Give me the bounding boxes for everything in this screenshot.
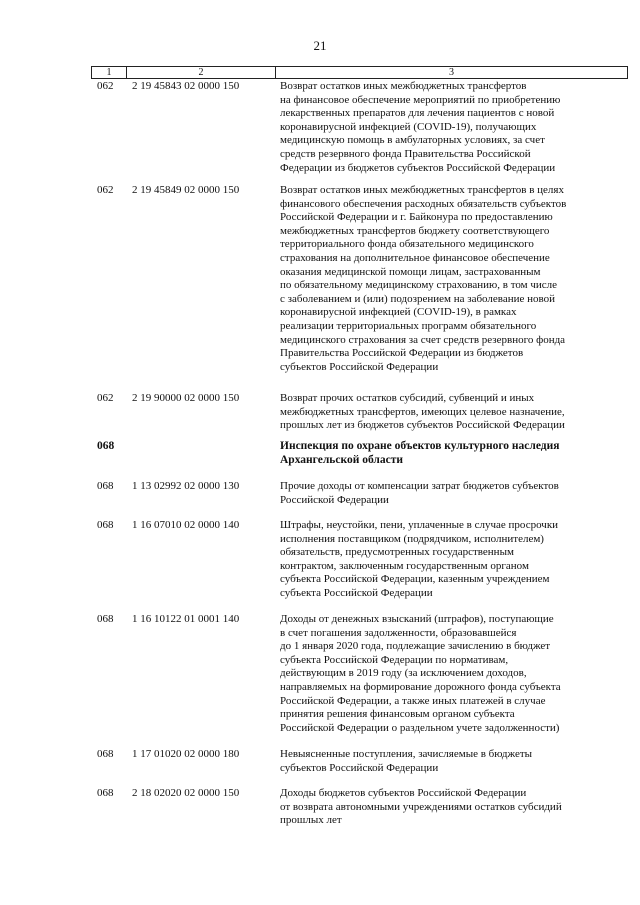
- income-name-line: лекарственных препаратов для лечения пациентов с новой: [280, 107, 555, 120]
- income-name-line: Штрафы, неустойки, пени, уплаченные в случае просрочки: [280, 519, 559, 531]
- income-name-line: от возврата автономными учреждениями остатков субсидий: [280, 800, 562, 813]
- column-header-1: 1: [92, 67, 127, 79]
- table-row: [0, 748, 640, 787]
- income-name: [280, 613, 630, 735]
- income-code: 2 19 45849 02 0000 150: [132, 184, 240, 196]
- income-name-line: Архангельской области: [280, 453, 404, 466]
- admin-code: 068: [97, 787, 114, 799]
- income-name-line: с заболеванием и (или) подозрением на заболевание новой: [280, 292, 556, 305]
- admin-code: 062: [97, 392, 114, 404]
- income-name-line: Возврат остатков иных межбюджетных трансфертов в целях: [280, 184, 564, 196]
- income-code: 2 19 45843 02 0000 150: [132, 80, 240, 92]
- income-name-line: Российской Федерации и г. Байконура по предоставлению: [280, 211, 553, 224]
- income-name: [280, 184, 630, 374]
- admin-code: 068: [97, 440, 115, 452]
- income-name-line: до 1 января 2020 года, подлежащие зачислению в бюджет: [280, 640, 551, 653]
- income-name-line: Доходы от денежных взысканий (штрафов), поступающие: [280, 613, 554, 625]
- income-name-line: на финансовое обеспечение мероприятий по приобретению: [280, 93, 561, 106]
- income-name-line: средств резервного фонда Правительства Российской: [280, 147, 531, 160]
- income-name-line: субъекта Российской Федерации: [280, 586, 433, 599]
- income-name-line: исполнения поставщиком (подрядчиком, исполнителем): [280, 532, 544, 545]
- table-row: [0, 80, 640, 184]
- income-name-line: действующим в 2019 году (за исключением доходов,: [280, 667, 527, 680]
- income-name-line: Российской Федерации: [280, 493, 389, 506]
- income-name-line: Невыясненные поступления, зачисляемые в бюджеты: [280, 748, 533, 760]
- income-code: 1 16 10122 01 0001 140: [132, 613, 240, 625]
- income-code: 1 16 07010 02 0000 140: [132, 519, 240, 531]
- income-code: 1 13 02992 02 0000 130: [132, 480, 240, 492]
- income-code: 2 19 90000 02 0000 150: [132, 392, 240, 404]
- income-name-line: субъектов Российской Федерации: [280, 360, 439, 373]
- column-header-3: 3: [276, 67, 628, 79]
- income-name-line: реализации территориальных программ обязательного: [280, 319, 537, 332]
- income-name-line: Федерации из бюджетов субъектов Российской Федерации: [280, 161, 556, 174]
- income-name-line: Доходы бюджетов субъектов Российской Федерации: [280, 787, 527, 799]
- table-row: [0, 787, 640, 847]
- admin-code: 062: [97, 80, 114, 92]
- column-header-2: 2: [127, 67, 276, 79]
- income-name-line: обязательств, предусмотренных государственным: [280, 546, 514, 559]
- table-row: [0, 480, 640, 519]
- income-name-line: Правительства Российской Федерации из бюджетов: [280, 347, 524, 360]
- income-code: 2 18 02020 02 0000 150: [132, 787, 240, 799]
- income-name: [280, 440, 630, 467]
- table-row: [0, 184, 640, 392]
- income-name-line: коронавирусной инфекцией (COVID-19), в рамках: [280, 306, 517, 319]
- income-name: [280, 748, 630, 775]
- income-name-line: Инспекция по охране объектов культурного наследия: [280, 440, 560, 452]
- admin-code: 068: [97, 519, 114, 531]
- income-name-line: принятия решения финансовым органом субъекта: [280, 708, 515, 721]
- income-name-line: контрактом, заключенным государственным органом: [280, 559, 529, 572]
- income-name-line: финансового обеспечения расходных обязательств субъектов: [280, 197, 567, 210]
- income-name-line: межбюджетных трансфертов бюджету соответствующего: [280, 224, 550, 237]
- income-name-line: Российской Федерации, а также иных платежей в случае: [280, 694, 546, 707]
- admin-code: 062: [97, 184, 114, 196]
- income-name-line: территориального фонда обязательного медицинского: [280, 238, 534, 251]
- income-name-line: медицинского страхования за счет средств резервного фонда: [280, 333, 566, 346]
- income-name: [280, 787, 630, 828]
- income-name-line: Возврат прочих остатков субсидий, субвенций и иных: [280, 392, 535, 404]
- income-name-line: медицинскую помощь в амбулаторных условиях, за счет: [280, 134, 545, 147]
- page-number: 21: [313, 38, 327, 53]
- income-name-line: страхования на дополнительное финансовое обеспечение: [280, 251, 550, 264]
- income-name-line: Возврат остатков иных межбюджетных трансфертов: [280, 80, 527, 92]
- income-name: [280, 392, 630, 433]
- table-row: [0, 519, 640, 613]
- admin-code: 068: [97, 613, 114, 625]
- income-name-line: субъекта Российской Федерации по нормативам,: [280, 653, 509, 666]
- admin-code: 068: [97, 748, 114, 760]
- income-name: [280, 480, 630, 507]
- income-code: 1 17 01020 02 0000 180: [132, 748, 240, 760]
- income-name-line: Российской Федерации о раздельном учете задолженности): [280, 721, 560, 734]
- income-name: [280, 519, 630, 601]
- income-name: [280, 80, 630, 175]
- income-name-line: коронавирусной инфекцией (COVID-19), получающих: [280, 120, 537, 133]
- table-row: [0, 613, 640, 748]
- income-name-line: оказания медицинской помощи лицам, застрахованным: [280, 265, 541, 278]
- table-row: [0, 440, 640, 480]
- income-name-line: прошлых лет из бюджетов субъектов Российской Федерации: [280, 419, 565, 432]
- column-header-table: [91, 66, 628, 79]
- income-name-line: направляемых на формирование дорожного фонда субъекта: [280, 680, 561, 693]
- income-name-line: в счет погашения задолженности, образовавшейся: [280, 626, 517, 639]
- admin-code: 068: [97, 480, 114, 492]
- income-name-line: межбюджетных трансфертов, имеющих целевое назначение,: [280, 405, 565, 418]
- income-name-line: субъектов Российской Федерации: [280, 761, 439, 774]
- income-name-line: по обязательному медицинскому страхованию, в том числе: [280, 279, 558, 292]
- income-name-line: субъекта Российской Федерации, казенным учреждением: [280, 573, 550, 586]
- income-name-line: прошлых лет: [280, 814, 342, 827]
- table-row: [0, 392, 640, 440]
- income-name-line: Прочие доходы от компенсации затрат бюджетов субъектов: [280, 480, 559, 492]
